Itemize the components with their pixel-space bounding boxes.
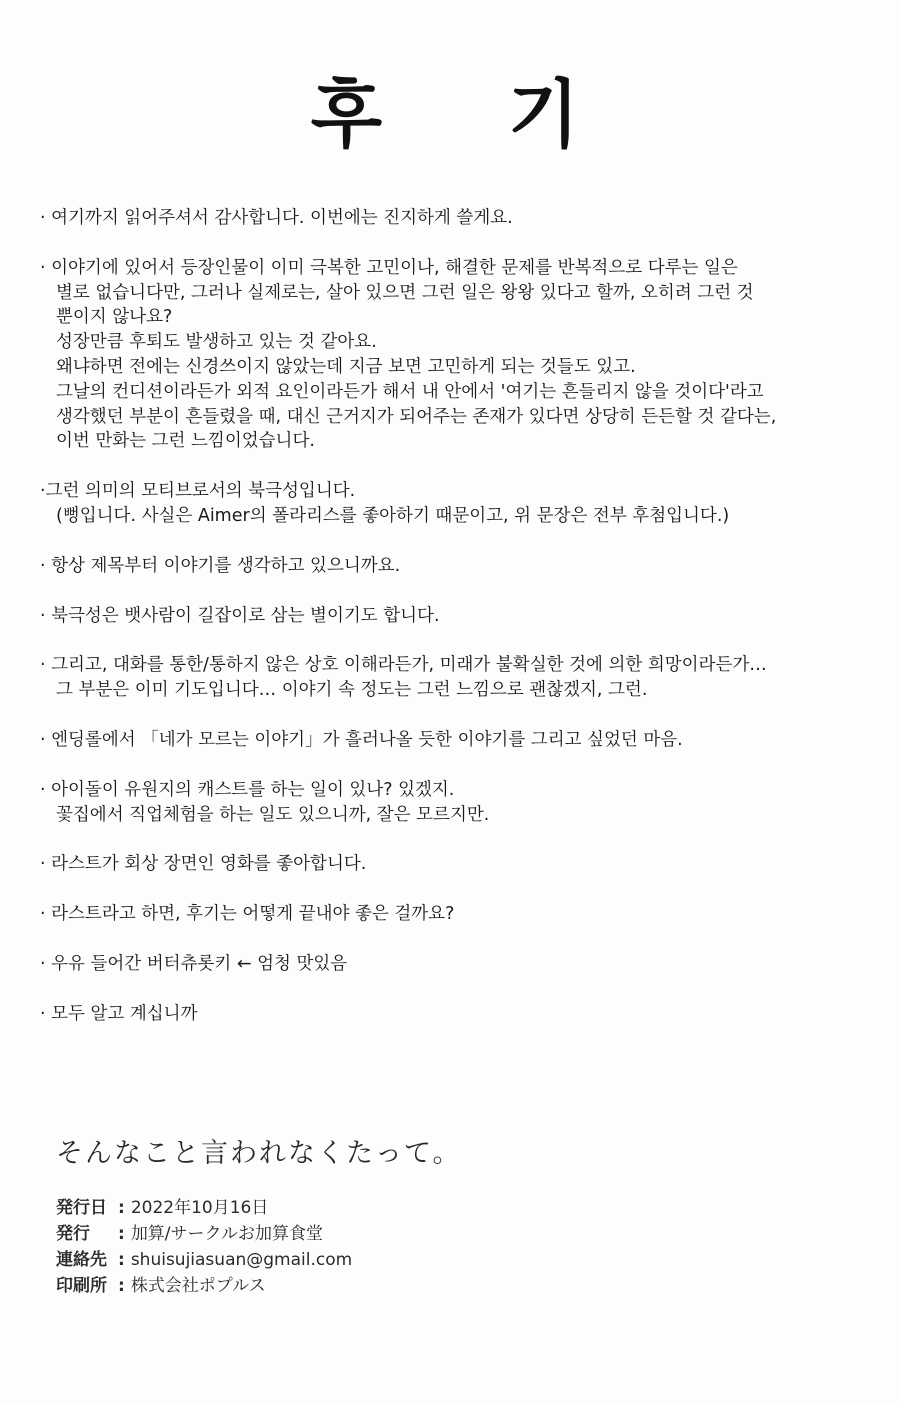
- colophon-row: [56, 1195, 352, 1221]
- afterword-paragraph: [40, 256, 870, 454]
- colophon-separator: :: [118, 1224, 125, 1244]
- afterword-paragraph: [40, 952, 870, 977]
- afterword-paragraph: [40, 1002, 870, 1027]
- colophon-row: [56, 1221, 352, 1247]
- paragraph-line: · 여기까지 읽어주셔서 감사합니다. 이번에는 진지하게 쓸게요.: [40, 208, 513, 228]
- paragraph-line: 성장만큼 후퇴도 발생하고 있는 것 같아요.: [56, 332, 377, 353]
- colophon-row: [56, 1273, 352, 1299]
- paragraph-line: 왜냐하면 전에는 신경쓰이지 않았는데 지금 보면 고민하게 되는 것들도 있고.: [56, 356, 636, 377]
- paragraph-line: · 항상 제목부터 이야기를 생각하고 있으니까요.: [40, 555, 401, 576]
- paragraph-line: · 라스트라고 하면, 후기는 어떻게 끝내야 좋은 걸까요?: [40, 904, 455, 925]
- colophon-value: 加算/サークルお加算食堂: [130, 1224, 324, 1244]
- paragraph-line: · 우유 들어간 버터츄롯키 ← 엄청 맛있음: [40, 953, 348, 974]
- colophon-separator: :: [118, 1198, 125, 1218]
- afterword-paragraph: [40, 728, 870, 753]
- afterword-paragraph: [40, 554, 870, 579]
- paragraph-line: 꽃집에서 직업체험을 하는 일도 있으니까, 잘은 모르지만.: [56, 804, 490, 825]
- colophon-value: 2022年10月16日: [130, 1198, 269, 1218]
- colophon-value: 株式会社ポプルス: [130, 1276, 266, 1296]
- paragraph-line: 별로 없습니다만, 그러나 실제로는, 살아 있으면 그런 일은 왕왕 있다고 할까, 오히려 그런 것: [56, 282, 754, 303]
- paragraph-line: 그날의 컨디션이라든가 외적 요인이라든가 해서 내 안에서 '여기는 흔들리지 않을 것이다'라고: [56, 381, 764, 402]
- colophon-separator: :: [118, 1276, 125, 1296]
- paragraph-line: 생각했던 부분이 흔들렸을 때, 대신 근거지가 되어주는 존재가 있다면 상당히 든든할 것 같다는,: [56, 406, 777, 427]
- paragraph-line: · 아이돌이 유원지의 캐스트를 하는 일이 있나? 있겠지.: [40, 779, 455, 800]
- paragraph-line: · 라스트가 회상 장면인 영화를 좋아합니다.: [40, 854, 367, 875]
- paragraph-line: · 그리고, 대화를 통한/통하지 않은 상호 이해라든가, 미래가 불확실한 것에 의한 희망이라든가…: [40, 655, 767, 676]
- colophon-label: 印刷所: [56, 1276, 107, 1296]
- page-title: 후 기: [310, 72, 630, 158]
- paragraph-line: · 모두 알고 계십니까: [40, 1003, 198, 1024]
- colophon-row: [56, 1247, 352, 1273]
- colophon: [56, 1195, 352, 1299]
- colophon-label: 発行: [56, 1224, 90, 1244]
- afterword-paragraph: [40, 778, 870, 828]
- paragraph-line: · 엔딩롤에서 「네가 모르는 이야기」가 흘러나올 듯한 이야기를 그리고 싶었던 마음.: [40, 729, 683, 750]
- colophon-label: 発行日: [56, 1198, 107, 1218]
- afterword-paragraph: [40, 604, 870, 629]
- colophon-separator: :: [118, 1250, 125, 1270]
- afterword-paragraph: [40, 206, 870, 231]
- afterword-paragraph: [40, 479, 870, 529]
- book-title: そんなこと言われなくたって。: [56, 1138, 462, 1169]
- afterword-paragraph: [40, 902, 870, 927]
- paragraph-line: 뿐이지 않나요?: [56, 307, 173, 328]
- colophon-value: shuisujiasuan@gmail.com: [130, 1250, 353, 1270]
- paragraph-line: · 북극성은 뱃사람이 길잡이로 삼는 별이기도 합니다.: [40, 605, 440, 626]
- paragraph-line: 그 부분은 이미 기도입니다… 이야기 속 정도는 그런 느낌으로 괜찮겠지, 그런.: [56, 680, 648, 701]
- paragraph-line: · 이야기에 있어서 등장인물이 이미 극복한 고민이나, 해결한 문제를 반복적으로 다루는 일은: [40, 257, 738, 278]
- afterword-paragraph: [40, 852, 870, 877]
- afterword-body: [40, 206, 870, 1052]
- paragraph-line: (뻥입니다. 사실은 Aimer의 폴라리스를 좋아하기 때문이고, 위 문장은 전부 후첨입니다.): [56, 505, 730, 526]
- afterword-paragraph: [40, 653, 870, 703]
- paragraph-line: 이번 만화는 그런 느낌이었습니다.: [56, 431, 315, 452]
- paragraph-line: ·그런 의미의 모티브로서의 북극성입니다.: [40, 481, 356, 502]
- colophon-label: 連絡先: [56, 1250, 107, 1270]
